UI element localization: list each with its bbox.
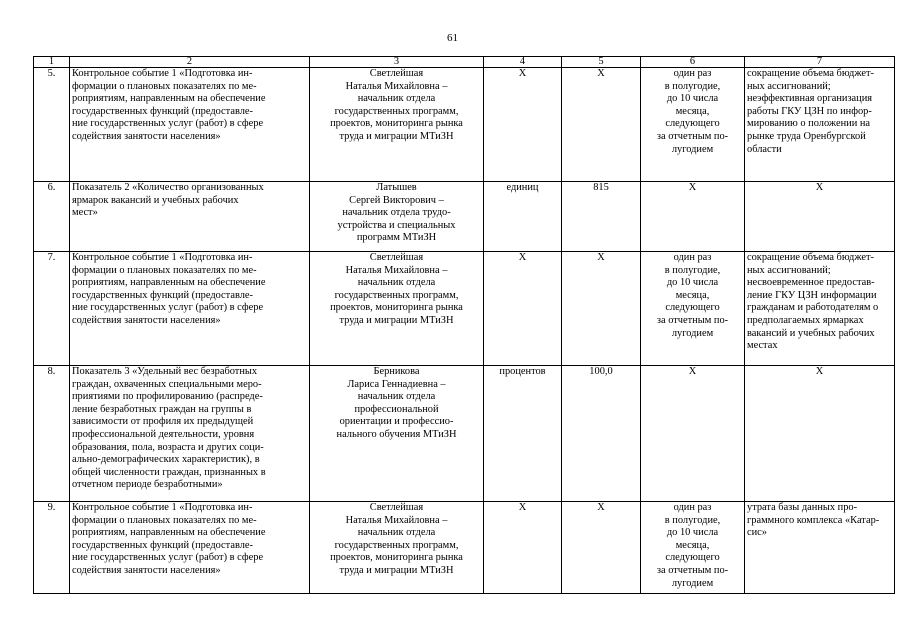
text-line: Берникова [373, 366, 420, 377]
text-line: один раз [673, 252, 712, 263]
event-name-cell [70, 182, 310, 252]
text-line: роприятиям, направленным на обеспечение [72, 527, 266, 539]
value-cell: 100,0 [562, 366, 641, 502]
text-line: начальник отдела [357, 277, 436, 289]
row-number-cell: 7. [34, 252, 70, 366]
text-line: предполагаемых ярмарках [747, 314, 864, 326]
page-number: 61 [447, 32, 458, 44]
text-line: профессиональной деятельности, уровня [72, 428, 255, 440]
row-number-cell: 5. [34, 68, 70, 182]
text-line: ние государственных услуг (работ) в сфере [72, 552, 264, 564]
text-line: гражданам и работодателям о [747, 302, 879, 314]
text-line: начальник отдела [357, 391, 436, 403]
text-line: программ МТиЗН [356, 232, 437, 244]
text-line: содействия занятости населения» [72, 130, 221, 142]
text-line: месяца, [675, 539, 710, 551]
table-row [34, 252, 895, 366]
text-line: Светлейшая [369, 68, 424, 79]
text-line: Сергей Викторович – [349, 194, 444, 206]
text-line: за отчетным по- [656, 564, 729, 576]
risk-cell [745, 252, 895, 366]
table-row [34, 502, 895, 594]
text-line: ориентации и профессио- [339, 416, 454, 428]
period-cell [641, 366, 745, 502]
text-line: ние государственных услуг (работ) в сфере [72, 302, 264, 314]
text-line: роприятиям, направленным на обеспечение [72, 277, 266, 289]
text-line: государственных функций (предоставле- [72, 289, 253, 301]
text-line: труда и миграции МТиЗН [339, 314, 454, 326]
text-line: мест» [72, 207, 98, 219]
text-line: Показатель 2 «Количество организованных [72, 182, 264, 193]
text-line: граждан, охваченных специальными меро- [72, 378, 262, 390]
responsible-cell [310, 182, 484, 252]
column-number: 2 [70, 57, 310, 68]
text-line: несвоевременное предостав- [747, 277, 875, 289]
unit-cell: X [484, 252, 562, 366]
text-line: до 10 числа [666, 277, 719, 289]
text-line: области [747, 143, 782, 155]
text-line: труда и миграции МТиЗН [339, 564, 454, 576]
period-cell [641, 68, 745, 182]
text-line: труда и миграции МТиЗН [339, 130, 454, 142]
monitoring-table [33, 56, 895, 594]
value-cell: X [562, 252, 641, 366]
text-line: отчетном периоде безработными» [72, 479, 223, 491]
text-line: месяца, [675, 105, 710, 117]
text-line: ление безработных граждан на группы в [72, 403, 252, 415]
period-cell [641, 252, 745, 366]
text-line: до 10 числа [666, 527, 719, 539]
text-line: один раз [673, 68, 712, 79]
risk-cell [745, 68, 895, 182]
period-cell [641, 502, 745, 594]
text-line: граммного комплекса «Катар- [747, 514, 880, 526]
text-line: Латышев [376, 182, 417, 193]
table-body [34, 68, 895, 594]
event-name-cell [70, 502, 310, 594]
text-line: Наталья Михайловна – [345, 80, 448, 92]
text-line: содействия занятости населения» [72, 314, 221, 326]
column-number: 3 [310, 57, 484, 68]
text-line: Светлейшая [369, 502, 424, 513]
text-line: лугодием [671, 143, 714, 155]
text-line: местах [747, 340, 778, 352]
text-line: ние государственных услуг (работ) в сфере [72, 118, 264, 130]
text-line: X [815, 182, 824, 193]
column-number: 6 [641, 57, 745, 68]
text-line: за отчетным по- [656, 130, 729, 142]
text-line: начальник отдела [357, 93, 436, 105]
column-number: 7 [745, 57, 895, 68]
value-cell: X [562, 68, 641, 182]
text-line: лугодием [671, 327, 714, 339]
text-line: X [688, 366, 697, 377]
text-line: устройства и специальных [337, 219, 456, 231]
text-line: государственных программ, [334, 289, 459, 301]
text-line: следующего [665, 302, 720, 314]
risk-cell [745, 182, 895, 252]
text-line: начальник отдела [357, 527, 436, 539]
text-line: в полугодие, [664, 514, 721, 526]
text-line: Светлейшая [369, 252, 424, 263]
text-line: один раз [673, 502, 712, 513]
text-line: X [815, 366, 824, 377]
unit-cell: процентов [484, 366, 562, 502]
text-line: утрата базы данных про- [747, 502, 858, 513]
text-line: ально-демографических характеристик), в [72, 454, 260, 466]
text-line: роприятиям, направленным на обеспечение [72, 93, 266, 105]
text-line: в полугодие, [664, 264, 721, 276]
responsible-cell [310, 252, 484, 366]
text-line: вакансий и учебных рабочих [747, 327, 875, 339]
value-cell: X [562, 502, 641, 594]
text-line: образования, пола, возраста и других соци- [72, 441, 264, 453]
text-line: проектов, мониторинга рынка [330, 302, 463, 314]
text-line: Наталья Михайловна – [345, 514, 448, 526]
text-line: ных ассигнований; [747, 264, 831, 276]
unit-cell: единиц [484, 182, 562, 252]
text-line: неэффективная организация [747, 93, 873, 105]
text-line: мированию о положении на [747, 118, 871, 130]
text-line: за отчетным по- [656, 314, 729, 326]
row-number-cell: 9. [34, 502, 70, 594]
text-line: Контрольное событие 1 «Подготовка ин- [72, 502, 253, 513]
unit-cell: X [484, 502, 562, 594]
text-line: зависимости от профиля их предыдущей [72, 416, 254, 428]
text-line: Лариса Геннадиевна – [347, 378, 446, 390]
text-line: содействия занятости населения» [72, 564, 221, 576]
column-number-row [34, 57, 895, 68]
text-line: приятиями по профилированию (распреде- [72, 391, 263, 403]
risk-cell [745, 502, 895, 594]
text-line: начальник отдела трудо- [342, 207, 451, 219]
text-line: работы ГКУ ЦЗН по инфор- [747, 105, 872, 117]
text-line: месяца, [675, 289, 710, 301]
text-line: Контрольное событие 1 «Подготовка ин- [72, 68, 253, 79]
risk-cell [745, 366, 895, 502]
text-line: ярмарок вакансий и учебных рабочих [72, 194, 239, 206]
responsible-cell [310, 68, 484, 182]
text-line: профессиональной [354, 403, 439, 415]
text-line: Показатель 3 «Удельный вес безработных [72, 366, 258, 377]
table-row [34, 366, 895, 502]
column-number: 5 [562, 57, 641, 68]
text-line: проектов, мониторинга рынка [330, 118, 463, 130]
text-line: X [688, 182, 697, 193]
row-number-cell: 8. [34, 366, 70, 502]
text-line: рынке труда Оренбургской [747, 130, 866, 142]
text-line: до 10 числа [666, 93, 719, 105]
text-line: формации о плановых показателях по ме- [72, 80, 257, 92]
row-number-cell: 6. [34, 182, 70, 252]
column-number: 4 [484, 57, 562, 68]
text-line: государственных программ, [334, 539, 459, 551]
period-cell [641, 182, 745, 252]
table-row [34, 182, 895, 252]
text-line: лугодием [671, 577, 714, 589]
event-name-cell [70, 68, 310, 182]
event-name-cell [70, 366, 310, 502]
text-line: общей численности граждан, признанных в [72, 466, 266, 478]
text-line: сокращение объема бюджет- [747, 68, 874, 79]
text-line: государственных программ, [334, 105, 459, 117]
text-line: ных ассигнований; [747, 80, 831, 92]
text-line: проектов, мониторинга рынка [330, 552, 463, 564]
event-name-cell [70, 252, 310, 366]
text-line: следующего [665, 552, 720, 564]
table-row [34, 68, 895, 182]
unit-cell: X [484, 68, 562, 182]
column-number: 1 [34, 57, 70, 68]
text-line: сокращение объема бюджет- [747, 252, 874, 263]
text-line: Наталья Михайловна – [345, 264, 448, 276]
text-line: нального обучения МТиЗН [336, 428, 457, 440]
text-line: Контрольное событие 1 «Подготовка ин- [72, 252, 253, 263]
text-line: следующего [665, 118, 720, 130]
text-line: ление ГКУ ЦЗН информации [747, 289, 877, 301]
text-line: в полугодие, [664, 80, 721, 92]
responsible-cell [310, 366, 484, 502]
responsible-cell [310, 502, 484, 594]
text-line: формации о плановых показателях по ме- [72, 264, 257, 276]
value-cell: 815 [562, 182, 641, 252]
text-line: государственных функций (предоставле- [72, 105, 253, 117]
text-line: сис» [747, 527, 767, 539]
text-line: формации о плановых показателях по ме- [72, 514, 257, 526]
text-line: государственных функций (предоставле- [72, 539, 253, 551]
